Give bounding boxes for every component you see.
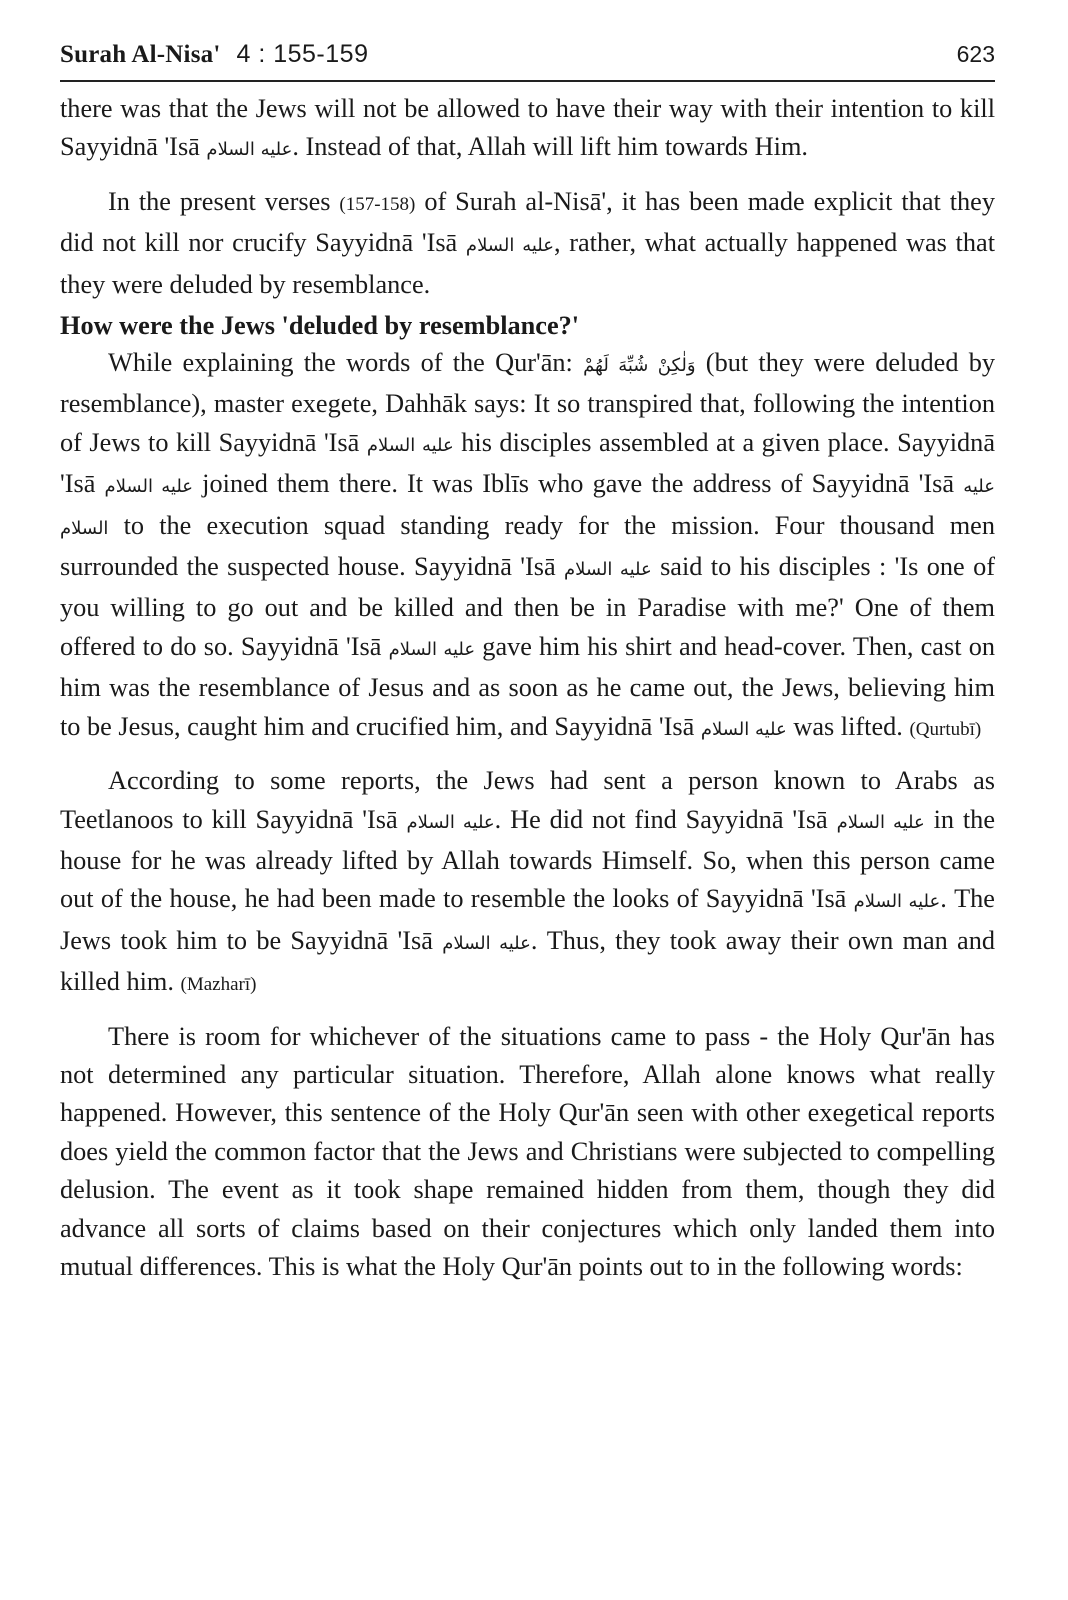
- arabic-salutation: عليه السلام: [60, 476, 995, 539]
- text-run: was lifted.: [786, 711, 910, 741]
- text-run: there was that the Jews will not be allowed to have their way with their intention to kill Sayyidnā 'Isā: [60, 94, 995, 162]
- arabic-salutation: عليه السلام: [442, 932, 531, 954]
- arabic-salutation: عليه السلام: [104, 476, 194, 498]
- paragraph-5: There is room for whichever of the situations came to pass - the Holy Qur'ān has not determined any particular situation. Therefore, Allah alone knows what really happened. However, this sentence of the Holy Qur'ān seen with other exegetical reports does yield the common factor that the Jews and Christians were subjected to compelling delusion. The event as it took shape remained hidden from them, though they did advance all sorts of claims based on their conjectures which only landed them into mutual differences. This is what the Holy Qur'ān points out to in the following words:: [60, 1021, 995, 1281]
- arabic-salutation: عليه السلام: [366, 434, 454, 456]
- book-page: [60, 40, 995, 1286]
- text-run: said to his disciples : 'Is one of you willing to go out and be killed and then be in Paradise with me?' One of them offered to do so. Sayyidnā 'Isā: [60, 552, 995, 661]
- verse-reference: 4 : 155-159: [236, 40, 369, 68]
- text-run: According to some reports, the Jews had sent a person known to Arabs as Teetlanoos to kill Sayyidnā 'Isā: [60, 766, 995, 834]
- paragraph-4: [60, 762, 995, 1004]
- source-citation: (Qurtubī): [909, 718, 982, 740]
- text-run: , rather, what actually happened was that they were deluded by resemblance.: [60, 228, 995, 299]
- text-run: of Surah al-Nisā', it has been made explicit that they did not kill nor crucify Sayyidnā 'Isā: [60, 186, 996, 258]
- text-run: While explaining the words of the Qur'ān:: [108, 348, 584, 378]
- paragraph-1: [60, 90, 995, 170]
- text-run: . The Jews took him to be Sayyidnā 'Isā: [60, 884, 995, 955]
- paragraph-2: [60, 183, 995, 304]
- text-run: (but they were deluded by resemblance), master exegete, Dahhāk says: It so transpired that, following the intention of Jews to kill Sayyidnā 'Isā: [60, 348, 995, 457]
- text-run: joined them there. It was Iblīs who gave the address of Sayyidnā 'Isā: [193, 469, 964, 499]
- verse-citation: (157-158): [339, 193, 416, 215]
- arabic-salutation: عليه السلام: [465, 235, 554, 257]
- running-header: [60, 40, 995, 82]
- text-run: his disciples assembled at a given place. Sayyidnā 'Isā: [60, 427, 996, 499]
- text-run: in the house for he was already lifted by Allah towards Himself. So, when this person came out of the house, he had been made to resemble the looks of Sayyidnā 'Isā: [60, 804, 995, 914]
- text-run: In the present verses: [108, 186, 340, 216]
- surah-title: Surah Al-Nisa': [60, 41, 221, 68]
- text-run: to the execution squad standing ready for the mission. Four thousand men surrounded the suspected house. Sayyidnā 'Isā: [60, 510, 995, 582]
- arabic-salutation: عليه السلام: [564, 559, 652, 581]
- page-number: 623: [956, 41, 995, 67]
- arabic-quran-phrase: وَلٰكِنْ شُبِّهَ لَهُمْ: [583, 355, 696, 377]
- section-heading: How were the Jews 'deluded by resemblance?': [60, 311, 580, 341]
- text-run: . Thus, they took away their own man and killed him.: [60, 925, 996, 997]
- page-content: [60, 90, 995, 1286]
- source-citation: (Mazharī): [180, 974, 257, 996]
- arabic-salutation: عليه السلام: [836, 811, 925, 833]
- header-left: [60, 40, 368, 69]
- text-run: . He did not find Sayyidnā 'Isā: [494, 804, 837, 834]
- paragraph-3: [60, 344, 995, 749]
- text-run: gave him his shirt and head-cover. Then, cast on him was the resemblance of Jesus and as soon as he came out, the Jews, believing him to be Jesus, caught him and crucified him, and Sayyidnā 'Isā: [60, 631, 996, 741]
- arabic-salutation: عليه السلام: [206, 139, 293, 161]
- arabic-salutation: عليه السلام: [406, 811, 495, 833]
- arabic-salutation: عليه السلام: [388, 638, 476, 660]
- arabic-salutation: عليه السلام: [700, 718, 787, 740]
- arabic-salutation: عليه السلام: [853, 891, 941, 913]
- text-run: . Instead of that, Allah will lift him towards Him.: [292, 132, 808, 162]
